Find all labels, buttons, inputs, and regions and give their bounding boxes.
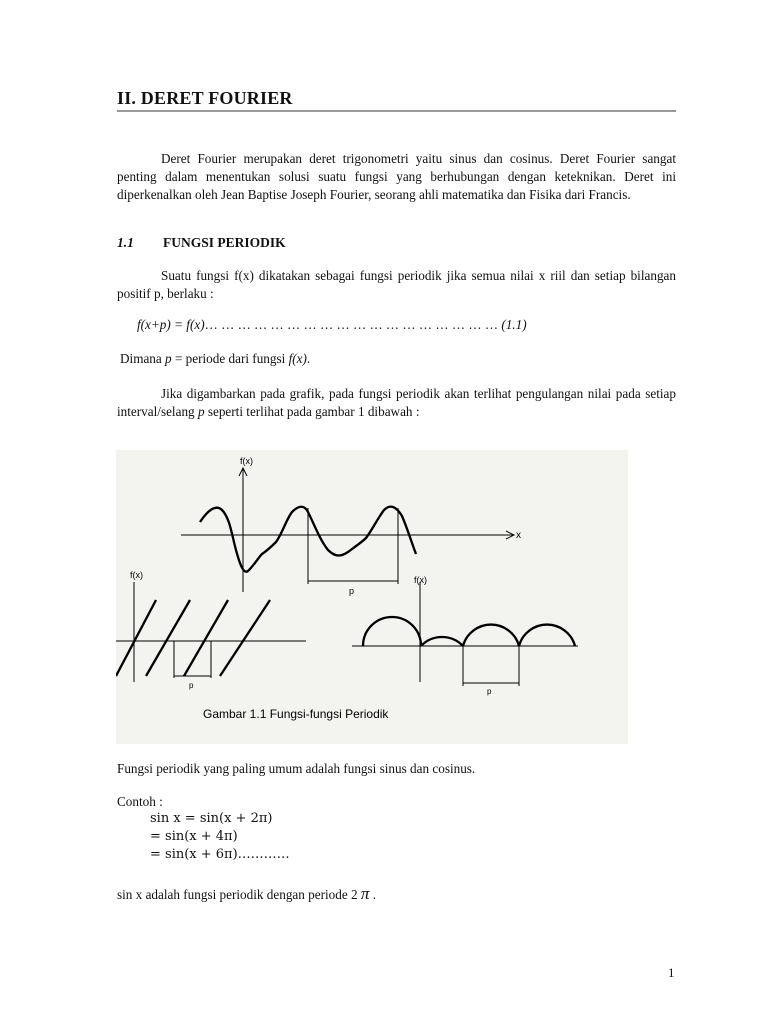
- left-saw-1: [116, 600, 156, 676]
- graph-intro-p: p: [197, 404, 205, 419]
- graph-intro-paragraph: [117, 385, 676, 421]
- top-period-label: p: [349, 586, 355, 596]
- where-line: [120, 351, 310, 367]
- section-title: FUNGSI PERIODIK: [163, 235, 286, 250]
- where-suffix: .: [306, 351, 311, 366]
- equation-3: = sin(x + 6π)…………: [150, 847, 290, 862]
- equation-1: sin x = sin(x + 2π): [150, 811, 273, 826]
- left-period-label: p: [189, 681, 194, 690]
- section-number: 1.1: [117, 235, 134, 250]
- formula-leader-dots: … … … … … … … … … … … … … … … … … …: [204, 317, 499, 332]
- left-y-label: f(x): [130, 570, 143, 580]
- formula-reference: (1.1): [501, 317, 527, 332]
- right-period-label: p: [487, 687, 492, 696]
- where-fx: f(x): [288, 351, 307, 366]
- figure-caption: Gambar 1.1 Fungsi-fungsi Periodik: [203, 707, 389, 721]
- conclusion-line: [117, 884, 376, 904]
- right-graph: [352, 582, 578, 686]
- contoh-label: Contoh :: [117, 794, 163, 809]
- top-graph: [181, 468, 514, 592]
- top-y-label: f(x): [240, 456, 253, 466]
- right-y-label: f(x): [414, 575, 427, 585]
- figure-svg: [116, 450, 628, 744]
- formula-expression: f(x+p) = f(x): [137, 317, 205, 332]
- right-arch-1: [363, 617, 421, 646]
- common-functions-line: Fungsi periodik yang paling umum adalah fungsi sinus dan cosinus.: [117, 761, 476, 776]
- conclusion-text: sin x adalah fungsi periodik dengan periode 2: [117, 887, 358, 902]
- definition-paragraph: Suatu fungsi f(x) dikatakan sebagai fungsi periodik jika semua nilai x riil dan setiap bilangan positif p, berlaku :: [117, 268, 676, 301]
- graph-intro-after: seperti terlihat pada gambar 1 dibawah :: [204, 404, 420, 419]
- page-number: 1: [668, 965, 675, 980]
- periodic-formula: [137, 317, 527, 333]
- graph-intro-before: Jika digambarkan pada grafik, pada fungsi periodik akan terlihat pengulangan nilai pada setiap interval/selang: [117, 386, 676, 419]
- right-arch-4: [519, 625, 575, 646]
- right-arch-2: [421, 637, 463, 646]
- intro-paragraph: Deret Fourier merupakan deret trigonometri yaitu sinus dan cosinus. Deret Fourier sangat penting dalam menentukan solusi suatu fungsi yang berhubungan dengan keteknikan. Deret ini diperkenalkan oleh Jean Baptise Joseph Fourier, seorang ahli matematika dan Fisika dari Francis.: [117, 151, 676, 202]
- pi-symbol: π: [360, 884, 370, 903]
- where-middle: = periode dari fungsi: [171, 351, 289, 366]
- where-p: p: [165, 351, 172, 366]
- left-saw-4: [220, 600, 270, 676]
- left-saw-3: [184, 600, 228, 676]
- equation-2: = sin(x + 4π): [150, 829, 238, 844]
- chapter-title: II. DERET FOURIER: [117, 88, 293, 108]
- periodic-functions-figure: [116, 450, 628, 744]
- conclusion-end: .: [369, 887, 377, 902]
- title-underline: [117, 110, 676, 112]
- left-saw-2: [146, 600, 190, 676]
- right-arch-3: [463, 625, 519, 646]
- top-x-label: x: [516, 530, 521, 541]
- where-prefix: Dimana: [120, 351, 166, 366]
- left-graph: [116, 582, 306, 682]
